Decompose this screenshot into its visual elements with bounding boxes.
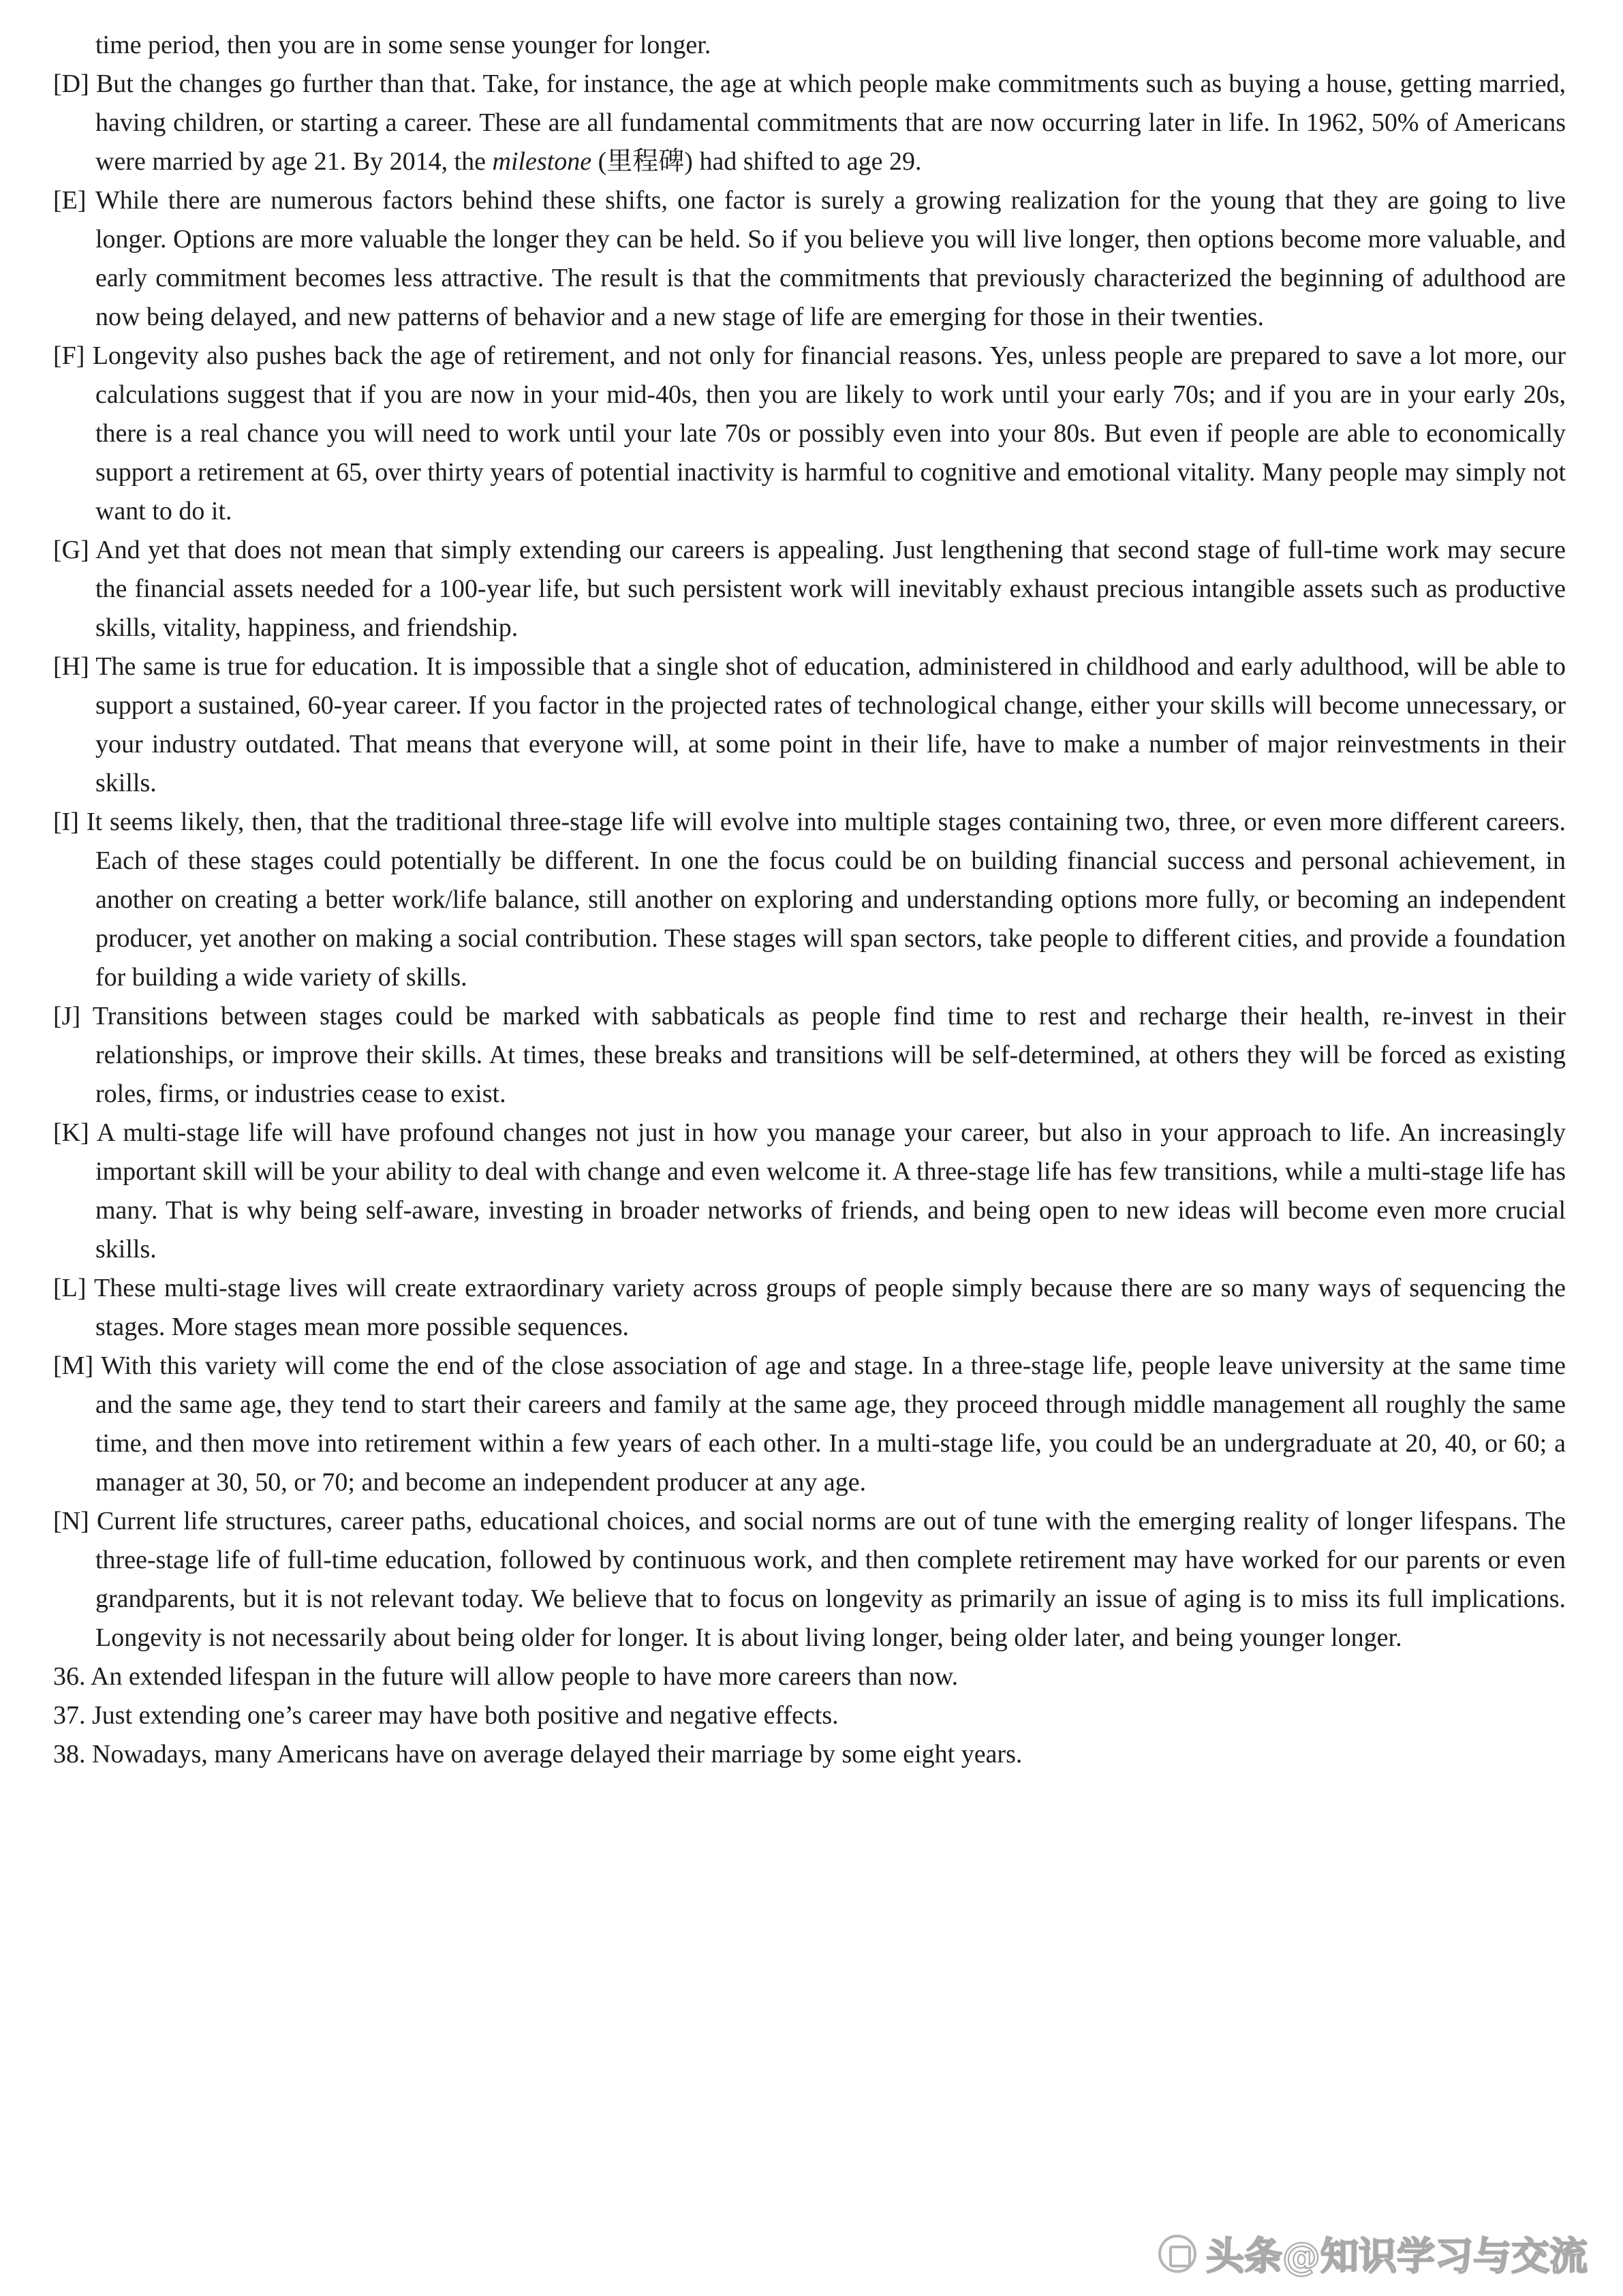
passage-paragraph: [E] While there are numerous factors behind these shifts, one factor is surely a growing realization for the young that they are going to live longer. Options are more valuable the longer they can be held. So if you believe you will live longer, then options become more valuable, and early commitment becomes less attractive. The result is that the commitments that previously characterized the beginning of adulthood are now being delayed, and new patterns of behavior and a new stage of life are emerging for those in their twenties. [53,186,1566,331]
watermark-text: 头条@知识学习与交流 [1206,2235,1588,2279]
paragraph-label: [I] [53,808,87,836]
toutiao-logo-icon [1158,2235,1196,2273]
passage-paragraph: [N] Current life structures, career paths, educational choices, and social norms are out of tune with the emerging reality of longer lifespans. The three-stage life of full-time education, followed by continuous work, and then complete retirement may have worked for our parents or even grandparents, but it is not relevant today. We believe that to focus on longevity as primarily an issue of aging is to miss its full implications. Longevity is not necessarily about being older for longer. It is about living longer, being older later, and being younger longer. [53,1507,1566,1652]
paragraph-list [53,65,1566,1657]
passage-paragraph: [K] A multi-stage life will have profound changes not just in how you manage your career, but also in your approach to life. An increasingly important skill will be your ability to deal with change and even welcome it. A three-stage life has few transitions, while a multi-stage life has many. That is why being self-aware, investing in broader networks of friends, and being open to new ideas will become even more crucial skills. [53,1118,1566,1264]
paragraph-label: [D] [53,70,96,98]
paragraph-label: [N] [53,1507,97,1535]
paragraph-label: [J] [53,1002,93,1030]
paragraph-label: [F] [53,341,93,370]
question-item: 36. An extended lifespan in the future will allow people to have more careers than now. [53,1662,959,1691]
paragraph-label: [M] [53,1351,102,1380]
watermark [1158,2226,1588,2281]
reading-passage [53,26,1566,1774]
paragraph-label: [E] [53,186,95,215]
passage-paragraph: [H] The same is true for education. It is impossible that a single shot of education, administered in childhood and early adulthood, will be able to support a sustained, 60-year career. If you factor in the projected rates of technological change, either your skills will become unnecessary, or your industry outdated. That means that everyone will, at some point in their life, have to make a number of major reinvestments in their skills. [53,652,1566,797]
paragraph-label: [G] [53,536,96,564]
paragraph-label: [L] [53,1274,95,1302]
question-item: 37. Just extending one’s career may have both positive and negative effects. [53,1701,839,1730]
passage-paragraph: [J] Transitions between stages could be marked with sabbaticals as people find time to rest and recharge their health, re-invest in their relationships, or improve their skills. At times, these breaks and transitions will be self-determined, at others they will be forced as existing roles, firms, or industries cease to exist. [53,1002,1566,1108]
passage-paragraph: [F] Longevity also pushes back the age of retirement, and not only for financial reasons. Yes, unless people are prepared to save a lot more, our calculations suggest that if you are now in your mid-40s, then you are likely to work until your early 70s; and if you are in your early 20s, there is a real chance you will need to work until your late 70s or possibly even into your 80s. But even if people are able to economically support a retirement at 65, over thirty years of potential inactivity is harmful to cognitive and emotional vitality. Many people may simply not want to do it. [53,341,1566,525]
question-item: 38. Nowadays, many Americans have on average delayed their marriage by some eight years. [53,1740,1023,1769]
passage-paragraph: [I] It seems likely, then, that the traditional three-stage life will evolve into multiple stages containing two, three, or even more different careers. Each of these stages could potentially be different. In one the focus could be on building financial success and personal achievement, in another on creating a better work/life balance, still another on exploring and understanding options more fully, or becoming an independent producer, yet another on making a social contribution. These stages will span sectors, take people to different cities, and provide a foundation for building a wide variety of skills. [53,808,1566,992]
paragraph-label: [H] [53,652,96,681]
paragraph-label: [K] [53,1118,97,1147]
continuation-line: time period, then you are in some sense younger for longer. [95,31,711,59]
passage-paragraph: [D] But the changes go further than that. Take, for instance, the age at which people make commitments such as buying a house, getting married, having children, or starting a career. These are all fundamental commitments that are now occurring later in life. In 1962, 50% of Americans were married by age 21. By 2014, the milestone (里程碑) had shifted to age 29. [53,70,1566,176]
passage-paragraph: [G] And yet that does not mean that simply extending our careers is appealing. Just lengthening that second stage of full-time work may secure the financial assets needed for a 100-year life, but such persistent work will inevitably exhaust precious intangible assets such as productive skills, vitality, happiness, and friendship. [53,536,1566,642]
passage-paragraph: [M] With this variety will come the end of the close association of age and stage. In a three-stage life, people leave university at the same time and the same age, they tend to start their careers and family at the same age, they proceed through middle management all roughly the same time, and then move into retirement within a few years of each other. In a multi-stage life, you could be an undergraduate at 20, 40, or 60; a manager at 30, 50, or 70; and become an independent producer at any age. [53,1351,1566,1497]
question-list [53,1657,1566,1774]
passage-paragraph: [L] These multi-stage lives will create extraordinary variety across groups of people simply because there are so many ways of sequencing the stages. More stages mean more possible sequences. [53,1274,1566,1341]
